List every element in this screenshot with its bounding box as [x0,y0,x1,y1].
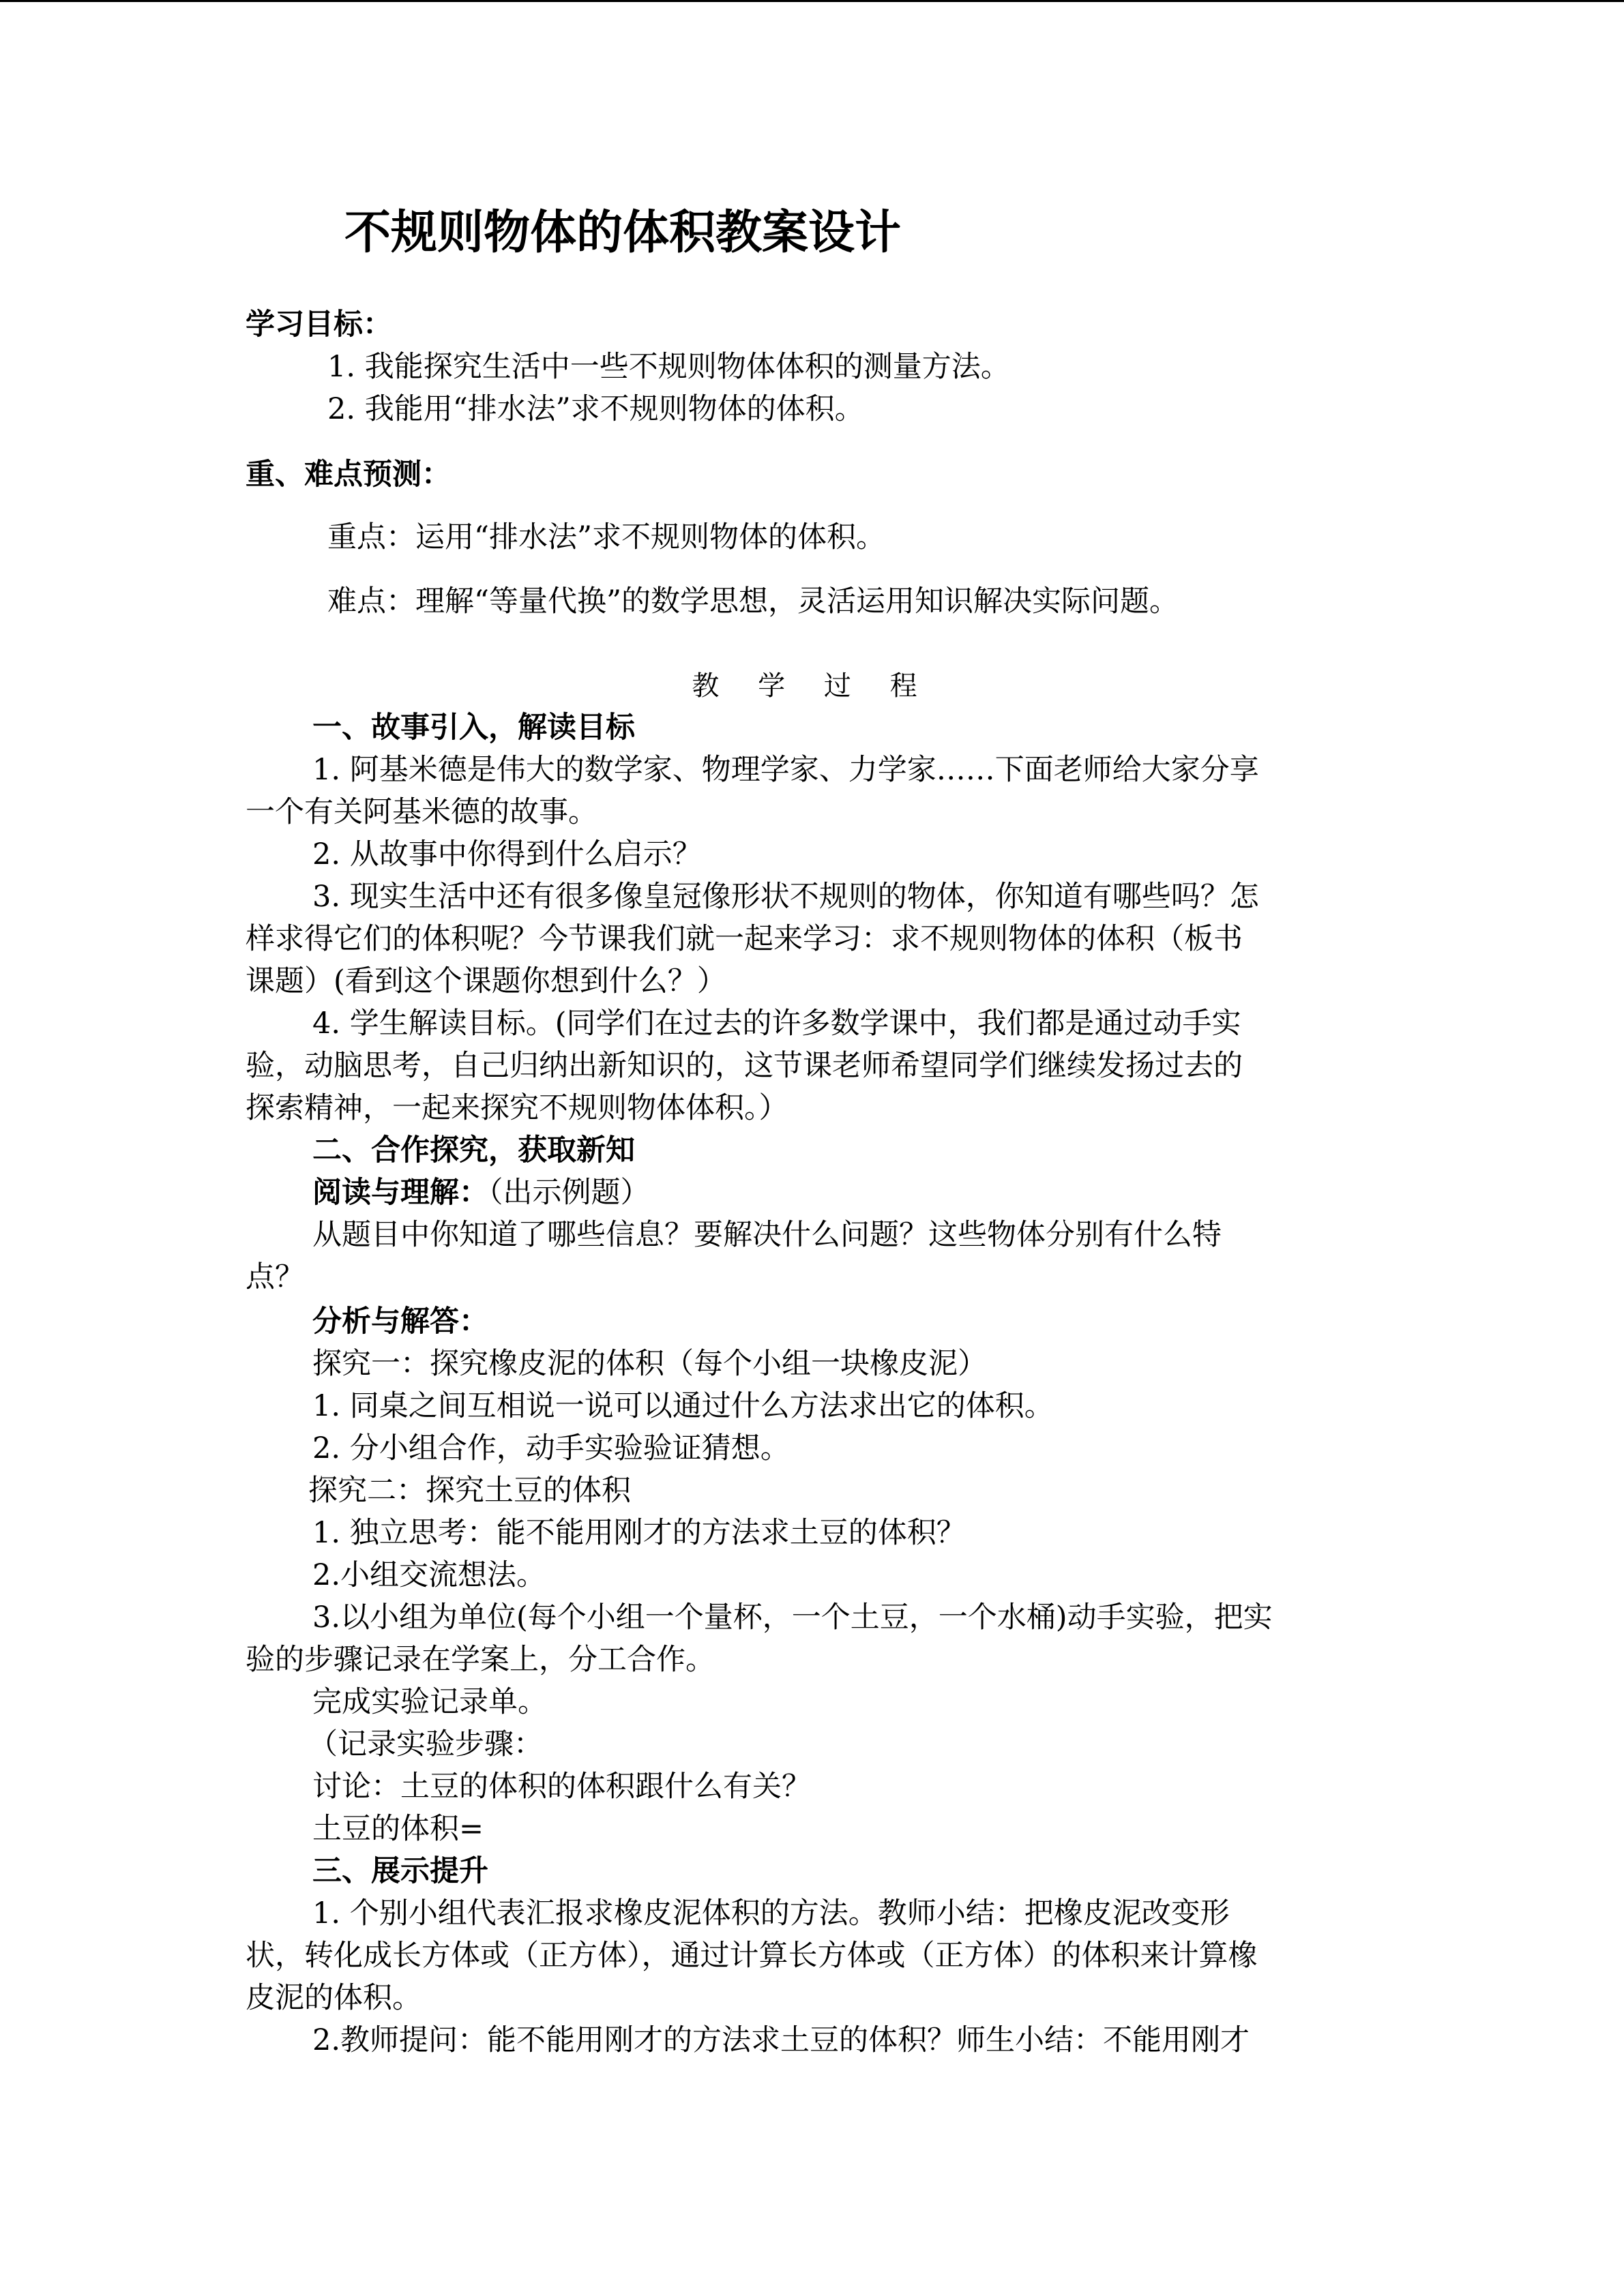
analysis-line: 1. 同桌之间互相说一说可以通过什么方法求出它的体积。 [312,1389,1054,1423]
analysis-line: 土豆的体积= [312,1812,484,1846]
section3-heading: 三、展示提升 [312,1854,488,1888]
section1-line: 样求得它们的体积呢？今节课我们就一起来学习：求不规则物体的体积（板书 [246,922,1243,956]
section2-line: 点？ [246,1260,304,1294]
section1-heading: 一、故事引入，解读目标 [312,711,635,745]
reading-heading: 阅读与理解： [312,1176,488,1210]
difficult-point: 难点：理解“等量代换”的数学思想，灵活运用知识解决实际问题。 [327,584,1179,618]
analysis-line: 完成实验记录单。 [312,1685,547,1719]
analysis-line: 验的步骤记录在学案上，分工合作。 [246,1643,715,1677]
section2-heading: 二、合作探究，获取新知 [312,1133,635,1167]
keypoints-heading: 重、难点预测： [246,458,451,492]
reading-line [312,1172,650,1213]
document-title: 不规则物体的体积教案设计 [344,205,902,260]
analysis-line: 1. 独立思考：能不能用刚才的方法求土豆的体积？ [312,1516,966,1550]
section3-line: 2.教师提问：能不能用刚才的方法求土豆的体积？师生小结：不能用刚才 [312,2023,1250,2057]
section1-line: 验，动脑思考，自己归纳出新知识的，这节课老师希望同学们继续发扬过去的 [246,1049,1243,1083]
section1-line: 2. 从故事中你得到什么启示？ [312,837,702,871]
analysis-line: （记录实验步骤： [308,1727,543,1761]
analysis-line: 探究二：探究土豆的体积 [308,1474,631,1508]
analysis-heading: 分析与解答： [312,1304,488,1339]
analysis-line: 3.以小组为单位(每个小组一个量杯，一个土豆，一个水桶)动手实验，把实 [312,1600,1273,1635]
objective-1: 1. 我能探究生活中一些不规则物体体积的测量方法。 [327,350,1010,384]
analysis-line: 2.小组交流想法。 [312,1558,546,1592]
analysis-line: 2. 分小组合作，动手实验验证猜想。 [312,1431,790,1465]
objectives-heading: 学习目标： [246,308,392,342]
analysis-line: 探究一：探究橡皮泥的体积（每个小组一块橡皮泥） [312,1347,987,1381]
key-point: 重点：运用“排水法”求不规则物体的体积。 [327,520,885,554]
section3-line: 皮泥的体积。 [246,1981,422,2015]
objective-2: 2. 我能用“排水法”求不规则物体的体积。 [327,392,864,426]
process-heading: 教 学 过 程 [692,670,932,702]
section1-line: 3. 现实生活中还有很多像皇冠像形状不规则的物体，你知道有哪些吗？怎 [312,880,1259,914]
page-top-border [0,0,1624,2]
analysis-line: 讨论：土豆的体积的体积跟什么有关？ [312,1770,811,1804]
section1-line: 探索精神，一起来探究不规则物体体积。） [246,1091,788,1125]
section1-line: 课题）(看到这个课题你想到什么？） [246,964,726,998]
reading-note: （出示例题） [488,1176,650,1210]
section1-line: 4. 学生解读目标。(同学们在过去的许多数学课中，我们都是通过动手实 [312,1007,1241,1041]
section1-line: 1. 阿基米德是伟大的数学家、物理学家、力学家……下面老师给大家分享 [312,753,1259,787]
section2-line: 从题目中你知道了哪些信息？要解决什么问题？这些物体分别有什么特 [312,1218,1222,1252]
section3-line: 状，转化成长方体或（正方体），通过计算长方体或（正方体）的体积来计算橡 [246,1939,1258,1973]
section1-line: 一个有关阿基米德的故事。 [246,795,597,829]
section3-line: 1. 个别小组代表汇报求橡皮泥体积的方法。教师小结：把橡皮泥改变形 [312,1896,1230,1930]
